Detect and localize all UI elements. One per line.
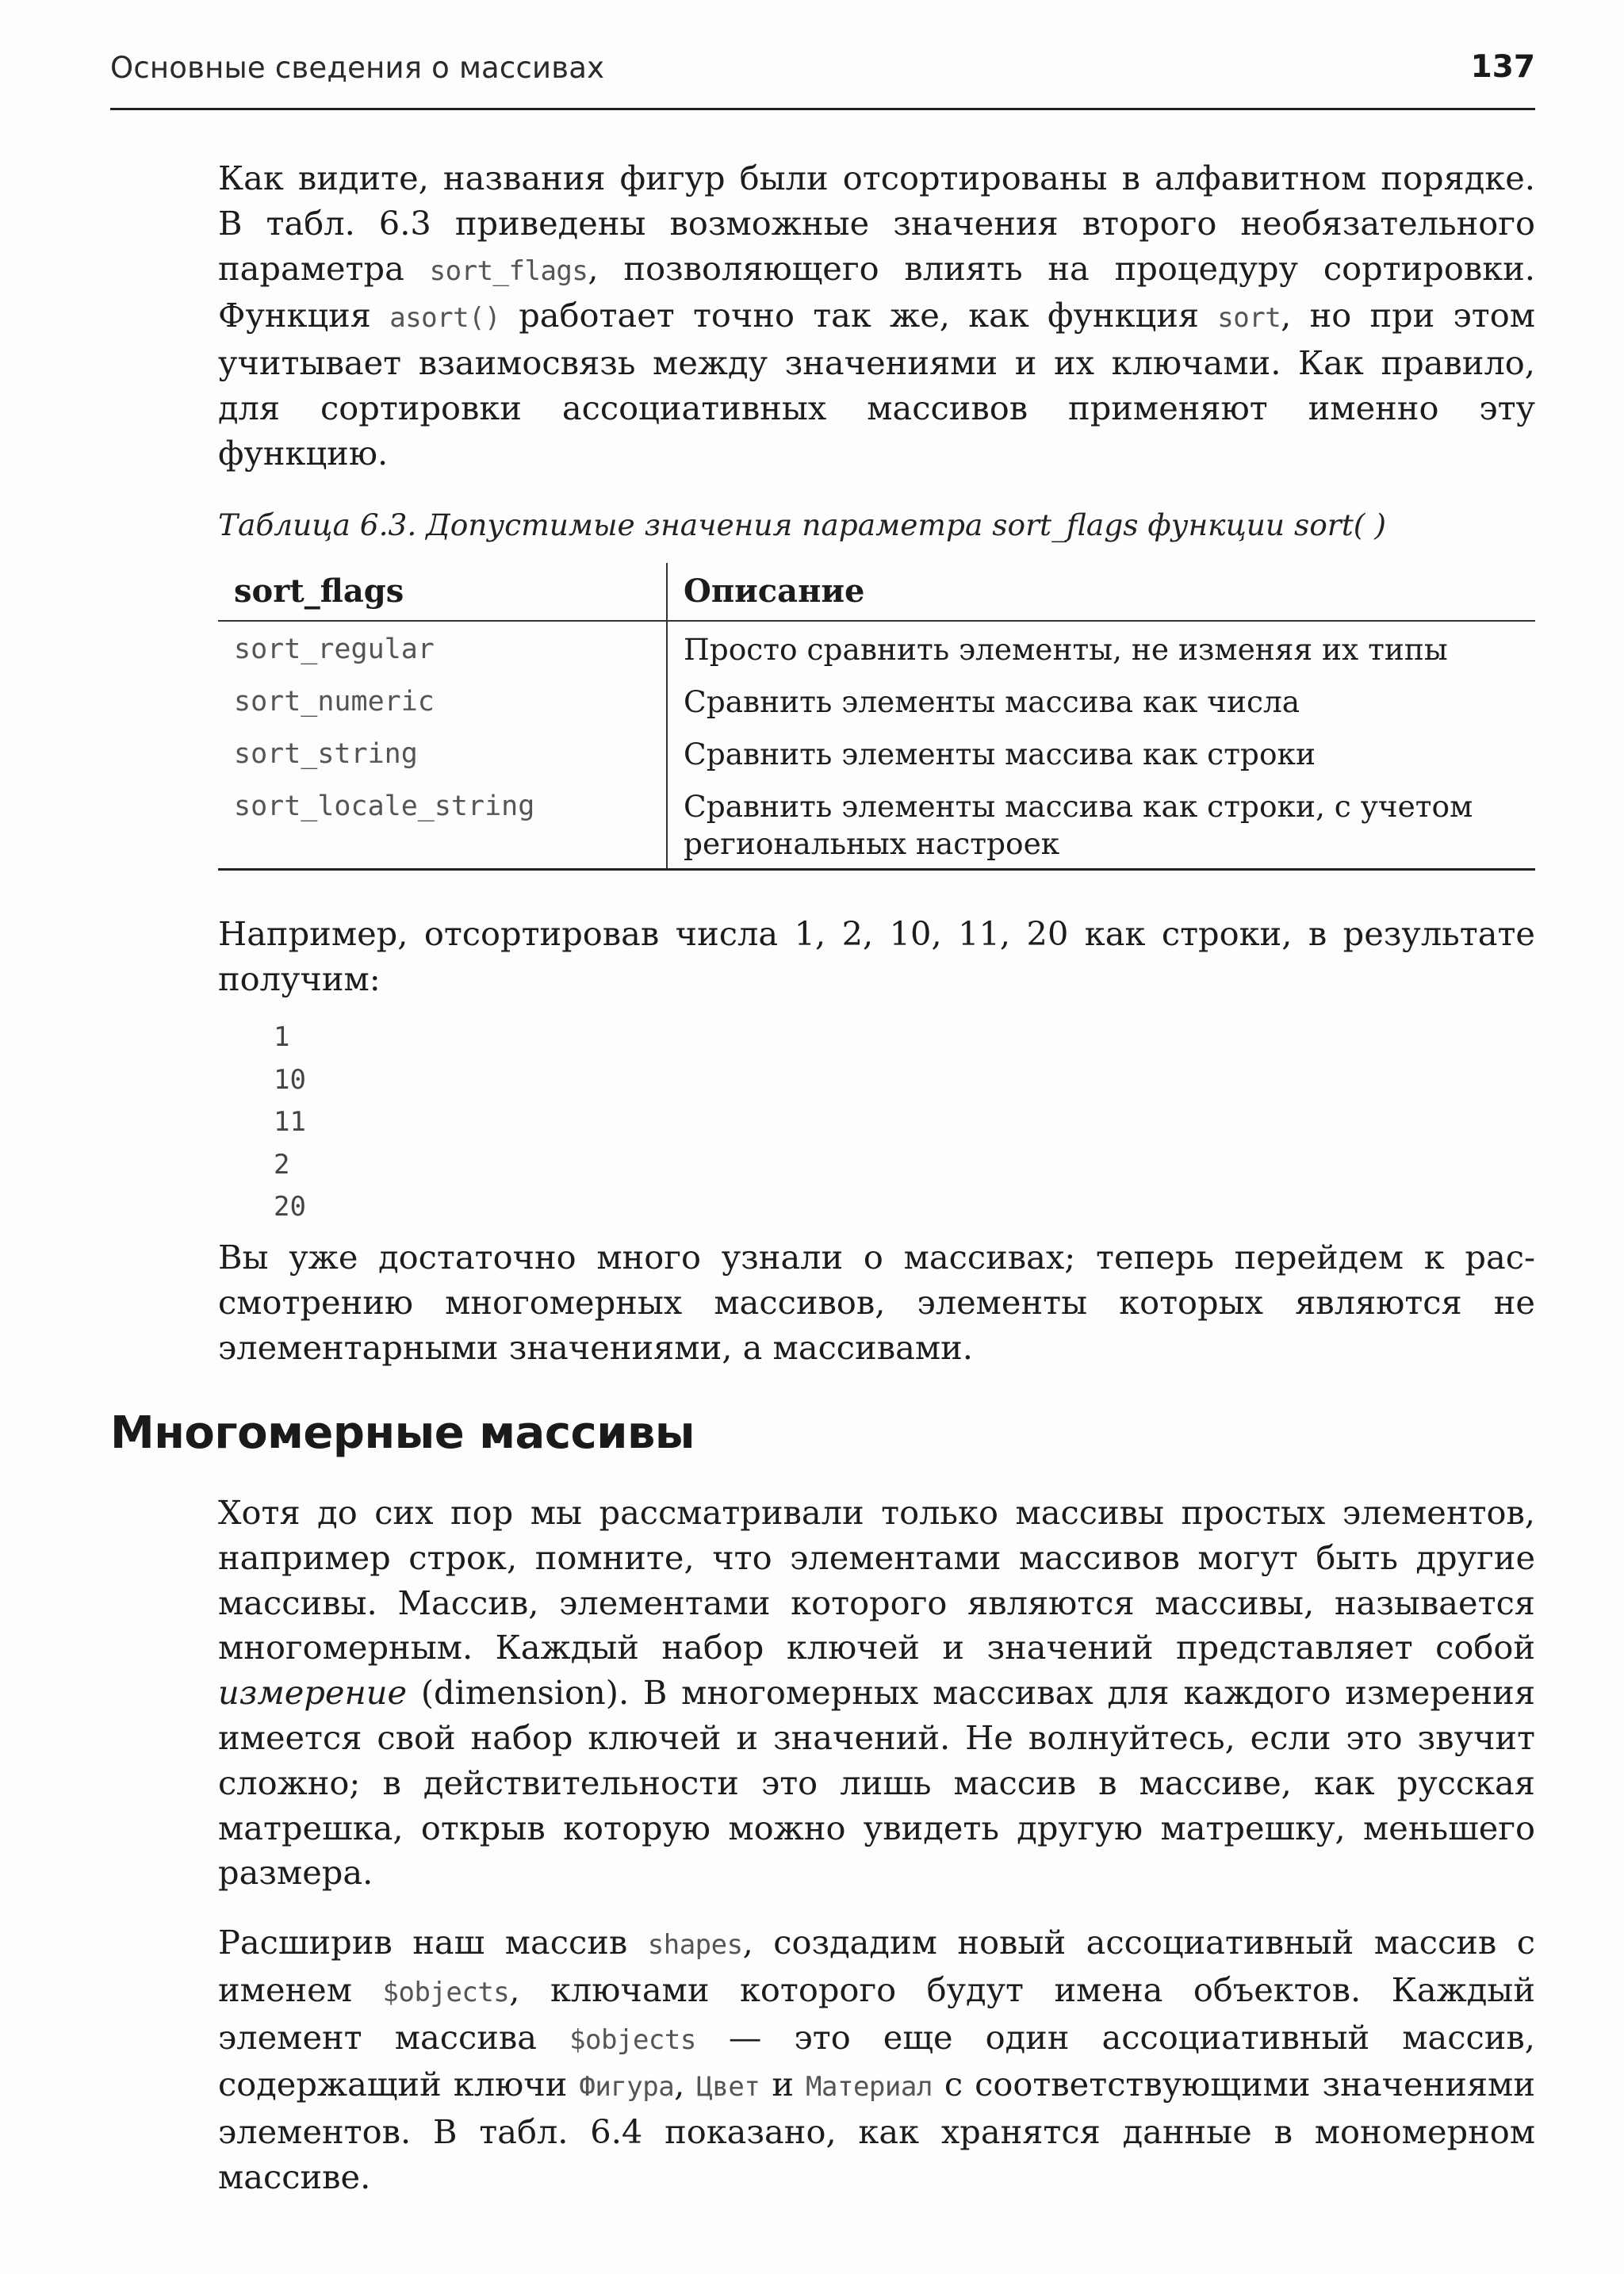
flag-cell: sort_locale_string	[218, 779, 667, 870]
intro-paragraph	[218, 156, 1535, 477]
description-cell: Сравнить элементы массива как числа	[684, 684, 1300, 719]
code-line: 1	[274, 1021, 290, 1053]
inline-code-key-color: Цвет	[696, 2071, 760, 2104]
inline-code-sort: sort	[1217, 302, 1281, 335]
section-heading: Многомерные массивы	[110, 1407, 695, 1459]
section-text-3: Расширив наш массив	[218, 1923, 648, 1962]
table-row	[218, 726, 1535, 779]
inline-code-objects: $objects	[382, 1976, 510, 2008]
section-text-2: (dimension). В многомерных массивах для каждого измерения имеется свой набор ключей и значений. Не волнуйтесь, если это звучит сложно; в действительности это лишь массив в массиве, как русская матрешка, открыв которую можно увидеть другую матрешку, меньшего размера.	[218, 1673, 1535, 1893]
page-number: 137	[1470, 49, 1535, 85]
flag-cell: sort_numeric	[218, 674, 667, 726]
example-paragraph: Например, отсортировав числа 1, 2, 10, 11, 20 как строки, в результате получим:	[218, 914, 1535, 998]
section-text-8: и	[760, 2065, 806, 2104]
table-row	[218, 779, 1535, 870]
emphasis-term: измерение	[218, 1673, 408, 1713]
table-row	[218, 674, 1535, 726]
intro-text-1: Как видите, названия фигур были отсортированы в алфавитном порядке. В табл. 6.3 приведены возможные значения второго необязательного параметра	[218, 159, 1535, 288]
code-line: 11	[274, 1106, 306, 1139]
sort-flags-table	[218, 563, 1535, 871]
description-cell: Сравнить элементы массива как строки, с учетом региональных настроек	[684, 789, 1473, 861]
table-header-row	[218, 563, 1535, 621]
intro-text-2: , позволяющего влиять на процедуру сортировки. Функция	[218, 248, 1536, 335]
description-cell: Просто сравнить элементы, не изменяя их типы	[684, 632, 1448, 667]
code-block	[274, 1016, 306, 1229]
section-text-1: Хотя до сих пор мы рассматривали только массивы простых элементов, например строк, помните, что элементами массивов могут быть другие массивы. Массив, элементами которого являются массивы, называется многомерным. Каждый набор ключей и значений представляет собой	[218, 1493, 1535, 1667]
inline-code-objects: $objects	[569, 2023, 696, 2056]
table-header-cell: sort_flags	[218, 563, 667, 621]
code-line: 20	[274, 1191, 306, 1223]
section-paragraph-1	[218, 1491, 1535, 1896]
intro-text-4: , но при этом учитывает взаимосвязь между значениями и их ключами. Как правило, для сортировки ассоциативных массивов применяют именно эту функцию.	[218, 296, 1536, 473]
section-text-4: , создадим новый ассоциативный массив с именем	[218, 1923, 1535, 2009]
flag-cell: sort_regular	[218, 621, 667, 674]
running-title: Основные сведения о массивах	[110, 51, 605, 85]
description-cell: Сравнить элементы массива как строки	[684, 737, 1316, 771]
inline-code-asort: asort()	[389, 302, 501, 335]
table-caption: Таблица 6.3. Допустимые значения параметра sort_flags функции sort( )	[218, 507, 1386, 542]
section-text-6: — это еще один ассоциативный массив, содержащий ключи	[218, 2017, 1535, 2104]
code-line: 2	[274, 1148, 290, 1181]
intro-text-3: работает точно так же, как функция	[500, 296, 1218, 335]
inline-code-key-material: Материал	[806, 2071, 933, 2104]
transition-paragraph: Вы уже достаточно много узнали о массивах; теперь перейдем к рассмотрению многомерных массивов, элементы которых являются не элементарными значениями, а массивами.	[218, 1238, 1535, 1367]
section-text-5: , ключами которого будут имена объектов. Каждый элемент массива	[218, 1970, 1535, 2057]
inline-code-sort-flags: sort_flags	[429, 255, 588, 287]
section-paragraph-2	[218, 1920, 1535, 2200]
inline-code-shapes: shapes	[647, 1929, 743, 1961]
page-header	[110, 46, 1535, 110]
section-text-7: ,	[674, 2065, 697, 2104]
section-text-9: с соответствующими значениями элементов. В табл. 6.4 показано, как хранятся данные в мономерном массиве.	[218, 2065, 1536, 2196]
flag-cell: sort_string	[218, 726, 667, 779]
inline-code-key-shape: Фигура	[579, 2071, 675, 2104]
table-row	[218, 621, 1535, 674]
code-line: 10	[274, 1063, 306, 1096]
table-header-cell: Описание	[684, 572, 865, 610]
